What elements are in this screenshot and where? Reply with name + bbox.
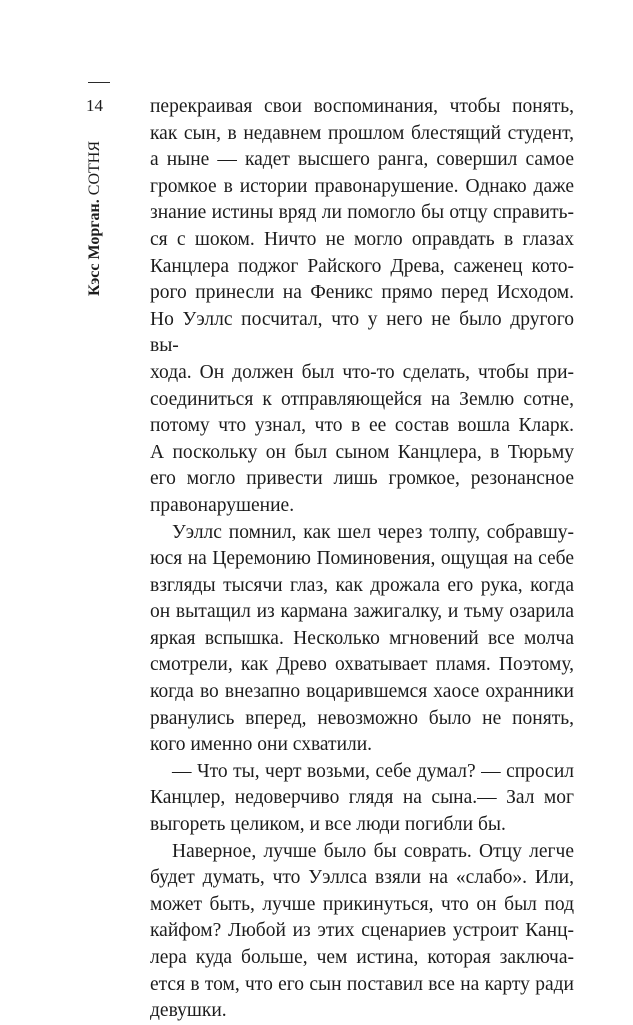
paragraph (150, 94, 574, 520)
text-line: кайфом? Любой из этих сценариев устроит Канц- (150, 920, 574, 942)
text-line: девушки. (150, 1000, 227, 1022)
text-line: рого принесли на Феникс прямо перед Исходом. (150, 282, 574, 304)
text-line: кого именно они схватили. (150, 734, 373, 756)
text-line: громкое в истории правонарушение. Однако даже (150, 175, 574, 197)
text-line: он вытащил из кармана зажигалку, и тьму озарила (150, 601, 574, 623)
text-line: когда во внезапно воцарившемся хаосе охранники (150, 681, 574, 703)
text-line: может быть, лучше прикинуться, что он был под (150, 893, 574, 915)
text-line: лера куда больше, чем истина, которая заключа- (150, 947, 574, 968)
running-head (85, 141, 105, 296)
body-text (150, 94, 574, 1025)
text-line: соединиться к отправляющейся на Землю сотне, (150, 388, 574, 410)
text-line: рванулись вперед, невозможно было не понять, (150, 707, 574, 729)
text-line: как сын, в недавнем прошлом блестящий студент, (150, 122, 574, 144)
text-line: Канцлер, недоверчиво глядя на сына.— Зал мог (150, 787, 574, 809)
text-line: яркая вспышка. Несколько мгновений все молча (150, 627, 574, 649)
text-line: смотрели, как Древо охватывает пламя. Поэтому, (150, 654, 574, 676)
page-number: 14 (86, 96, 103, 115)
running-head-title: СОТНЯ (86, 140, 103, 196)
text-line: ется в том, что его сын поставил все на карту ради (150, 973, 574, 995)
text-line: Уэллс помнил, как шел через толпу, собравшу- (172, 521, 574, 543)
text-line: Наверное, лучше было бы соврать. Отцу легче (172, 840, 574, 862)
header-rule (88, 82, 110, 83)
text-line: хода. Он должен был что-то сделать, чтобы при- (150, 361, 574, 383)
text-line: юся на Церемонию Поминовения, ощущая на себе (150, 548, 574, 570)
paragraph (150, 759, 574, 839)
text-line: Канцлера поджог Райского Древа, саженец кото- (150, 255, 574, 277)
text-line: потому что узнал, что в ее состав вошла Кларк. (150, 415, 574, 437)
text-line: знание истины вряд ли помогло бы отцу справить- (150, 202, 574, 224)
paragraph (150, 520, 574, 759)
running-head-author: Кэсс Морган. (86, 199, 103, 296)
text-line: перекраивая свои воспоминания, чтобы понять, (150, 96, 574, 117)
text-line: взгляды тысячи глаз, как дрожала его рука, когда (150, 574, 574, 596)
text-line: правонарушение. (150, 494, 295, 516)
text-line: выгореть целиком, и все люди погибли бы. (150, 814, 506, 836)
text-line: Но Уэллс посчитал, что у него не было другого вы- (150, 308, 574, 357)
text-line: А поскольку он был сыном Канцлера, в Тюрьму (150, 441, 574, 463)
text-line: — Что ты, черт возьми, себе думал? — спросил (172, 760, 574, 782)
text-line: ся с шоком. Ничто не могло оправдать в глазах (150, 228, 574, 250)
paragraph (150, 839, 574, 1025)
text-line: его могло привести лишь громкое, резонансное (150, 468, 574, 490)
text-line: а ныне — кадет высшего ранга, совершил самое (150, 149, 574, 171)
text-line: будет думать, что Уэллса взяли на «слабо». Или, (150, 867, 574, 889)
